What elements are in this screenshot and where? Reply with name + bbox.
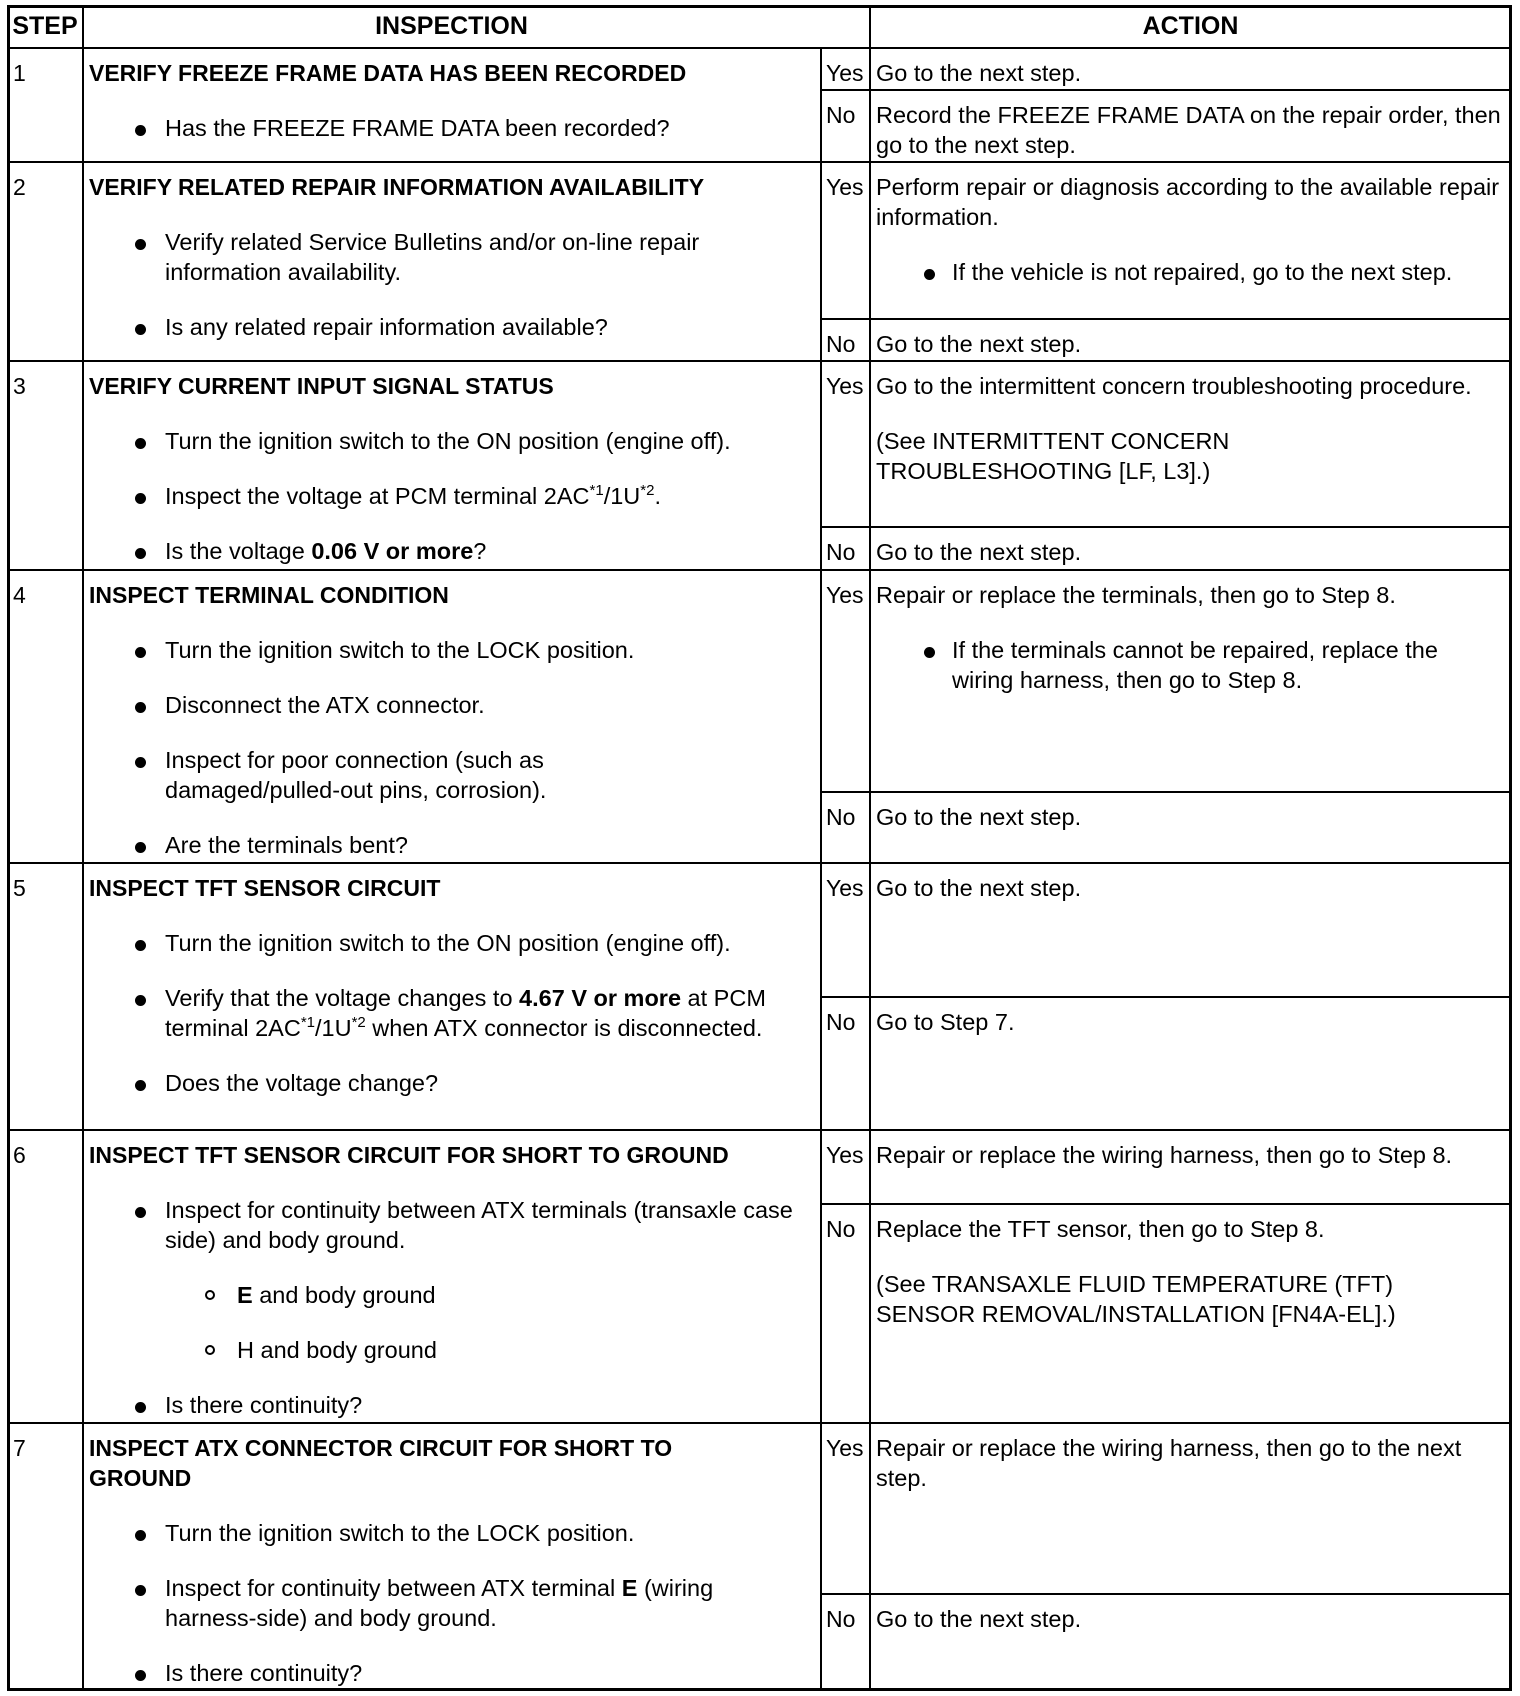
step-7-inspection bbox=[89, 1433, 814, 1688]
no-label: No bbox=[826, 331, 856, 357]
step-bullet: Is there continuity? bbox=[89, 1658, 814, 1688]
step-1-no-action: Record the FREEZE FRAME DATA on the repair order, then go to the next step. bbox=[876, 102, 1501, 158]
no-label: No bbox=[826, 539, 856, 565]
step-4-inspection bbox=[89, 580, 814, 860]
step-1-yes-action: Go to the next step. bbox=[876, 60, 1082, 86]
step-heading: VERIFY CURRENT INPUT SIGNAL STATUS bbox=[89, 373, 554, 399]
step-5-no-action: Go to Step 7. bbox=[876, 1009, 1015, 1035]
no-label: No bbox=[826, 102, 856, 128]
step-3-yes-action bbox=[876, 371, 1476, 486]
divider bbox=[7, 1129, 1512, 1131]
step-number: 2 bbox=[13, 174, 26, 200]
step-bullet: Is there continuity? bbox=[89, 1390, 814, 1420]
step-bullet: Are the terminals bent? bbox=[89, 830, 814, 860]
divider bbox=[7, 360, 1512, 362]
yes-label: Yes bbox=[826, 1435, 864, 1461]
step-bullet: Is the voltage 0.06 V or more? bbox=[89, 536, 814, 566]
step-2-yes-action bbox=[876, 172, 1506, 287]
no-label: No bbox=[826, 1606, 856, 1632]
no-label: No bbox=[826, 1009, 856, 1035]
divider bbox=[7, 161, 1512, 163]
action-text: (See INTERMITTENT CONCERN TROUBLESHOOTING [LF, L3].) bbox=[876, 428, 1230, 484]
header-action: ACTION bbox=[1142, 12, 1239, 40]
step-sub-bullet: H and body ground bbox=[89, 1335, 814, 1365]
step-bullet: Does the voltage change? bbox=[89, 1068, 814, 1098]
divider bbox=[820, 1593, 1512, 1595]
action-text: Replace the TFT sensor, then go to Step 8. bbox=[876, 1216, 1325, 1242]
yes-label: Yes bbox=[826, 875, 864, 901]
divider bbox=[82, 5, 84, 1691]
action-text: Repair or replace the terminals, then go to Step 8. bbox=[876, 582, 1396, 608]
divider bbox=[820, 526, 1512, 528]
diagnostic-table bbox=[7, 5, 1512, 1691]
step-bullet: Turn the ignition switch to the ON position (engine off). bbox=[89, 426, 814, 456]
step-6-no-action bbox=[876, 1214, 1476, 1329]
step-3-no-action: Go to the next step. bbox=[876, 539, 1082, 565]
step-number: 3 bbox=[13, 373, 26, 399]
divider bbox=[869, 5, 871, 1691]
no-label: No bbox=[826, 1216, 856, 1242]
step-3-inspection bbox=[89, 371, 814, 566]
header-inspection: INSPECTION bbox=[375, 12, 528, 40]
action-bullet: If the terminals cannot be repaired, replace the wiring harness, then go to Step 8. bbox=[876, 635, 1506, 695]
step-heading: VERIFY FREEZE FRAME DATA HAS BEEN RECORDED bbox=[89, 60, 687, 86]
divider bbox=[7, 569, 1512, 571]
yes-label: Yes bbox=[826, 60, 864, 86]
step-6-inspection bbox=[89, 1140, 814, 1420]
step-5-yes-action: Go to the next step. bbox=[876, 875, 1082, 901]
step-4-no-action: Go to the next step. bbox=[876, 804, 1082, 830]
step-heading: VERIFY RELATED REPAIR INFORMATION AVAILABILITY bbox=[89, 174, 705, 200]
step-1-inspection bbox=[89, 58, 814, 143]
header-step: STEP bbox=[12, 12, 78, 40]
step-6-yes-action: Repair or replace the wiring harness, then go to Step 8. bbox=[876, 1142, 1453, 1168]
step-bullet: Verify related Service Bulletins and/or on-line repair information availability. bbox=[89, 227, 814, 287]
step-number: 6 bbox=[13, 1142, 26, 1168]
step-bullet: Turn the ignition switch to the LOCK position. bbox=[89, 635, 814, 665]
yes-label: Yes bbox=[826, 1142, 864, 1168]
divider bbox=[820, 1203, 1512, 1205]
step-number: 5 bbox=[13, 875, 26, 901]
step-number: 4 bbox=[13, 582, 26, 608]
step-7-yes-action: Repair or replace the wiring harness, then go to the next step. bbox=[876, 1435, 1462, 1491]
step-bullet: Inspect for continuity between ATX terminals (transaxle case side) and body ground. bbox=[89, 1195, 814, 1255]
step-sub-bullet: E and body ground bbox=[89, 1280, 814, 1310]
step-bullet: Inspect for poor connection (such as damaged/pulled-out pins, corrosion). bbox=[89, 745, 814, 805]
action-text: Go to the intermittent concern troubleshooting procedure. bbox=[876, 373, 1472, 399]
divider bbox=[820, 48, 822, 1691]
no-label: No bbox=[826, 804, 856, 830]
yes-label: Yes bbox=[826, 373, 864, 399]
step-bullet: Is any related repair information available? bbox=[89, 312, 814, 342]
action-bullet: If the vehicle is not repaired, go to the next step. bbox=[876, 257, 1506, 287]
step-2-inspection bbox=[89, 172, 814, 342]
step-bullet: Verify that the voltage changes to 4.67 V or more at PCM terminal $2AC^{*1}/1U^{*2}$ when ATX connector is disconnected. bbox=[89, 983, 814, 1043]
divider bbox=[820, 791, 1512, 793]
step-bullet: Disconnect the ATX connector. bbox=[89, 690, 814, 720]
step-5-inspection bbox=[89, 873, 814, 1098]
divider bbox=[820, 89, 1512, 91]
step-bullet: Has the FREEZE FRAME DATA been recorded? bbox=[89, 113, 814, 143]
step-bullet: Turn the ignition switch to the ON position (engine off). bbox=[89, 928, 814, 958]
yes-label: Yes bbox=[826, 582, 864, 608]
divider bbox=[820, 996, 1512, 998]
step-number: 7 bbox=[13, 1435, 26, 1461]
step-number: 1 bbox=[13, 60, 26, 86]
step-7-no-action: Go to the next step. bbox=[876, 1606, 1082, 1632]
divider bbox=[7, 1422, 1512, 1424]
step-bullet: Turn the ignition switch to the LOCK position. bbox=[89, 1518, 814, 1548]
yes-label: Yes bbox=[826, 174, 864, 200]
action-text: (See TRANSAXLE FLUID TEMPERATURE (TFT) SENSOR REMOVAL/INSTALLATION [FN4A-EL].) bbox=[876, 1271, 1396, 1327]
divider bbox=[7, 47, 1512, 49]
step-4-yes-action bbox=[876, 580, 1506, 695]
step-heading: INSPECT TFT SENSOR CIRCUIT FOR SHORT TO GROUND bbox=[89, 1142, 729, 1168]
step-bullet: Inspect the voltage at PCM terminal $2AC^{*1}/1U^{*2}$. bbox=[89, 481, 814, 511]
divider bbox=[7, 862, 1512, 864]
step-2-no-action: Go to the next step. bbox=[876, 331, 1082, 357]
divider bbox=[820, 318, 1512, 320]
step-heading: INSPECT TFT SENSOR CIRCUIT bbox=[89, 875, 441, 901]
step-heading: INSPECT ATX CONNECTOR CIRCUIT FOR SHORT TO GROUND bbox=[89, 1435, 673, 1491]
action-text: Perform repair or diagnosis according to the available repair information. bbox=[876, 174, 1500, 230]
step-bullet: Inspect for continuity between ATX terminal E (wiring harness-side) and body ground. bbox=[89, 1573, 814, 1633]
step-heading: INSPECT TERMINAL CONDITION bbox=[89, 582, 449, 608]
